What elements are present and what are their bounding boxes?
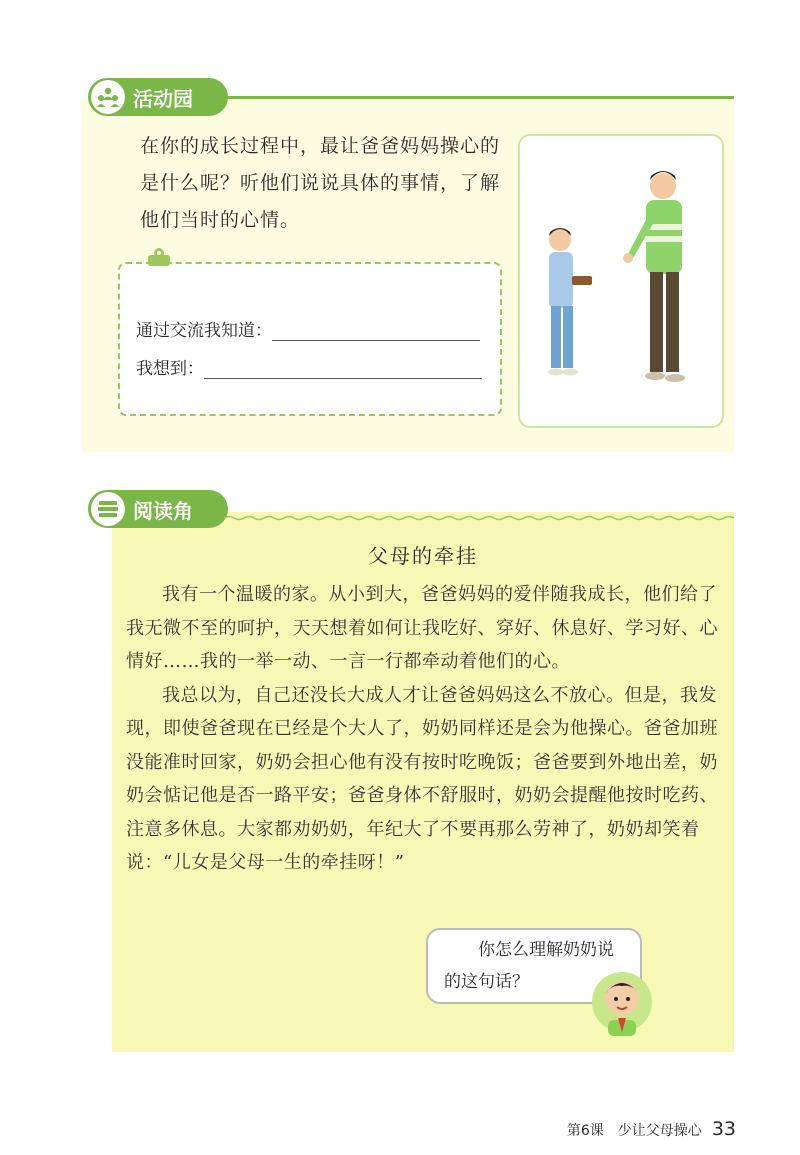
father-son-illustration [518, 134, 724, 428]
article-body [126, 578, 726, 880]
fill-row-2 [136, 354, 482, 379]
activity-title: 活动园 [133, 86, 193, 111]
article-paragraph: 我有一个温暖的家。从小到大，爸爸妈妈的爱伴随我成长，他们给了我无微不至的呵护，天天想着如何让我吃好、穿好、休息好、学习好、心情好……我的一举一动、一言一行都牵动着他们的心。 [126, 584, 718, 672]
fill1-blank[interactable] [272, 322, 480, 341]
activity-prompt: 在你的成长过程中，最让爸爸妈妈操心的是什么呢？听他们说说具体的事情，了解他们当时的心情。 [140, 135, 501, 231]
people-group-icon [91, 80, 125, 114]
note-clip-icon [146, 246, 172, 268]
reading-header-rule [224, 506, 734, 512]
page-number: 33 [711, 1118, 736, 1140]
note-card [118, 262, 502, 416]
reading-header [88, 490, 228, 528]
fill1-label: 通过交流我知道： [136, 321, 272, 341]
book-stack-icon [91, 492, 125, 526]
boy-avatar [592, 966, 652, 1036]
fill2-blank[interactable] [204, 360, 482, 379]
activity-header-rule [224, 96, 734, 99]
fill-row-1 [136, 316, 480, 341]
article-title: 父母的牵挂 [368, 544, 478, 568]
page-footer [567, 1118, 736, 1140]
article-paragraph: 我总以为，自己还没长大成人才让爸爸妈妈这么不放心。但是，我发现，即使爸爸现在已经是个大人了，奶奶同样还是会为他操心。爸爸加班没能准时回家，奶奶会担心他有没有按时吃晚饭；爸爸要到外地出差，奶奶会惦记他是否一路平安；爸爸身体不舒服时，奶奶会提醒他按时吃药、注意多休息。大家都劝奶奶，年纪大了不要再那么劳神了，奶奶却笑着说：“儿女是父母一生的牵挂呀！” [126, 684, 718, 873]
activity-header [88, 78, 228, 116]
reading-section-title: 阅读角 [133, 498, 193, 523]
lesson-label: 第6课 少让父母操心 [566, 1123, 702, 1139]
question-text: 你怎么理解奶奶说的这句话？ [444, 940, 614, 992]
fill2-label: 我想到： [136, 359, 204, 379]
